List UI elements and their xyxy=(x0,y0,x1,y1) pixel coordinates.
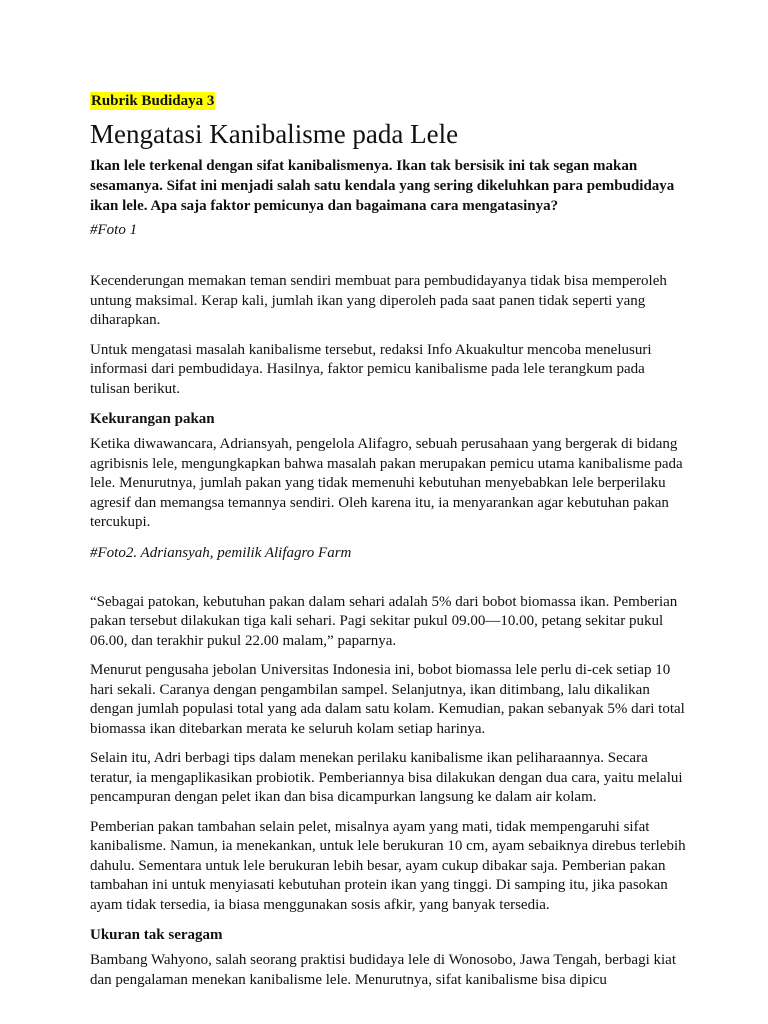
paragraph-5: Menurut pengusaha jebolan Universitas Indonesia ini, bobot biomassa lele perlu di-cek setiap 10 hari sekali. Caranya dengan pengambilan sampel. Selanjutnya, ikan ditimbang, lalu dikalikan dengan jumlah populasi total yang ada dalam satu kolam. Kemudian, pakan sebanyak 5% dari total biomassa ikan ditebarkan merata ke seluruh kolam setiap harinya. xyxy=(90,662,685,737)
article-lede: Ikan lele terkenal dengan sifat kanibalismenya. Ikan tak bersisik ini tak segan makan sesamanya. Sifat ini menjadi salah satu kendala yang sering dikeluhkan para pembudidaya ikan lele. Apa saja faktor pemicunya dan bagaimana cara mengatasinya? xyxy=(90,158,675,214)
subheading-ukuran-tak-seragam: Ukuran tak seragam xyxy=(90,927,223,943)
paragraph-3: Ketika diwawancara, Adriansyah, pengelola Alifagro, sebuah perusahaan yang bergerak di bidang agribisnis lele, mengungkapkan bahwa masalah pakan merupakan pemicu utama kanibalisme pada lele. Menurutnya, jumlah pakan yang tidak memenuhi kebutuhan menyebabkan lele berperilaku agresif dan memangsa temannya sendiri. Oleh karena itu, ia menyarankan agar kebutuhan pakan tercukupi. xyxy=(90,436,683,530)
paragraph-7: Pemberian pakan tambahan selain pelet, misalnya ayam yang mati, tidak mempengaruhi sifat kanibalisme. Namun, ia menekankan, untuk lele berukuran 10 cm, ayam sebaiknya direbus terlebih dahulu. Sementara untuk lele berukuran lebih besar, ayam cukup dibakar saja. Pemberian pakan tambahan ini untuk menyiasati kebutuhan protein ikan yang tinggi. Di samping itu, jika pasokan ayam tidak tersedia, ia biasa menggunakan sosis afkir, yang banyak tersedia. xyxy=(90,818,686,913)
rubric-label: Rubrik Budidaya 3 xyxy=(91,93,215,109)
photo-caption-1: #Foto 1 xyxy=(90,222,138,238)
paragraph-1: Kecenderungan memakan teman sendiri membuat para pembudidayanya tidak bisa memperoleh untung maksimal. Kerap kali, jumlah ikan yang diperoleh pada saat panen tidak seperti yang diharapkan. xyxy=(90,273,667,328)
paragraph-8: Bambang Wahyono, salah seorang praktisi budidaya lele di Wonosobo, Jawa Tengah, berbagi kiat dan pengalaman menekan kanibalisme lele. Menurutnya, sifat kanibalisme bisa dipicu xyxy=(90,952,676,988)
paragraph-6: Selain itu, Adri berbagi tips dalam menekan perilaku kanibalisme ikan peliharaannya. Secara teratur, ia mengaplikasikan probiotik. Pemberiannya bisa dilakukan dengan dua cara, yaitu melalui pencampuran dengan pelet ikan dan bisa dicampurkan langsung ke dalam air kolam. xyxy=(90,750,683,805)
subheading-kekurangan-pakan: Kekurangan pakan xyxy=(90,411,215,427)
paragraph-4: “Sebagai patokan, kebutuhan pakan dalam sehari adalah 5% dari bobot biomassa ikan. Pemberian pakan tersebut dilakukan tiga kali sehari. Pagi sekitar pukul 09.00—10.00, petang sekitar pukul 06.00, dan terakhir pukul 22.00 malam,” paparnya. xyxy=(90,593,678,649)
article-title: Mengatasi Kanibalisme pada Lele xyxy=(90,119,459,149)
paragraph-2: Untuk mengatasi masalah kanibalisme tersebut, redaksi Info Akuakultur mencoba menelusuri informasi dari pembudidaya. Hasilnya, faktor pemicu kanibalisme pada lele terangkum pada tulisan berikut. xyxy=(90,341,652,397)
photo-caption-2: #Foto2. Adriansyah, pemilik Alifagro Farm xyxy=(90,544,352,561)
